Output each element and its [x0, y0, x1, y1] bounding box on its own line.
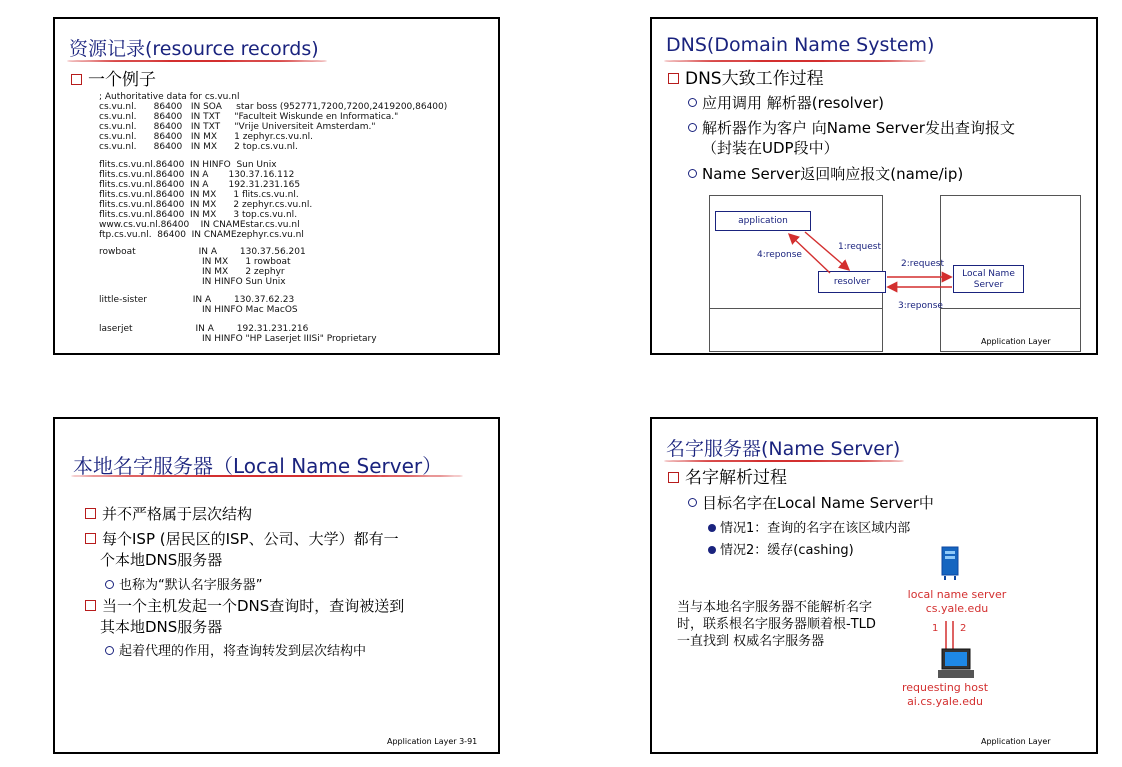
sub-bullet: 解析器作为客户 向Name Server发出查询报文 — [688, 117, 1015, 138]
title-underline — [67, 60, 327, 62]
desktop-computer-icon — [934, 647, 978, 681]
sub-bullet-cont: （封装在UDP段中） — [702, 139, 839, 157]
arrow-2-label: 2 — [960, 623, 967, 634]
case-item: 情况2：缓存(cashing) — [708, 539, 854, 558]
slide-name-server — [650, 417, 1098, 754]
bullet: 名字解析过程 — [668, 463, 787, 488]
server-host: cs.yale.edu — [925, 602, 989, 615]
server-tower-icon — [938, 545, 966, 585]
explanation-text: 当与本地名字服务器不能解析名字时，联系根名字服务器顺着根-TLD 一直找到 权威名字服务器 — [677, 600, 876, 649]
circle-bullet-icon — [688, 498, 697, 507]
sub-bullet: 应用调用 解析器(resolver) — [688, 92, 884, 113]
circle-bullet-icon — [105, 580, 114, 589]
title-underline — [71, 475, 463, 477]
title-underline — [664, 460, 904, 462]
bullet-cont: 其本地DNS服务器 — [100, 618, 223, 636]
dns-records-block: rowboat IN A 130.37.56.201 IN MX 1 rowboat IN MX 2 zephyr IN HINFO Sun Unix — [99, 247, 306, 287]
bullet: 每个ISP (居民区的ISP、公司、大学）都有一 — [85, 528, 399, 549]
slide-footer: Application Layer 3-91 — [387, 737, 478, 746]
request-1-label: 1:request — [838, 242, 881, 252]
square-bullet-icon — [668, 472, 679, 483]
sub-bullet: 目标名字在Local Name Server中 — [688, 492, 934, 513]
bullet: 当一个主机发起一个DNS查询时，查询被送到 — [85, 595, 404, 616]
response-3-label: 3:reponse — [898, 301, 943, 311]
slide-resource-records — [53, 17, 500, 355]
response-4-label: 4:reponse — [757, 250, 802, 260]
dns-flow-arrows — [652, 19, 1098, 355]
square-bullet-icon — [85, 533, 96, 544]
request-2-label: 2:request — [901, 259, 944, 269]
slide-title: 名字服务器(Name Server) — [666, 438, 901, 460]
server-label: local name server — [907, 588, 1007, 601]
sub-bullet: Name Server返回响应报文(name/ip) — [688, 163, 963, 184]
sub-bullet: 起着代理的作用，将查询转发到层次结构中 — [105, 640, 366, 659]
slide-dns — [650, 17, 1098, 355]
host-label: requesting host — [901, 681, 989, 694]
bullet-cont: 个本地DNS服务器 — [100, 551, 223, 569]
slide-local-name-server — [53, 417, 500, 754]
slide-title: 资源记录(resource records) — [69, 38, 319, 60]
bullet: 并不严格属于层次结构 — [85, 503, 252, 524]
dot-bullet-icon — [708, 546, 716, 554]
sub-bullet: 也称为“默认名字服务器” — [105, 574, 262, 593]
dot-bullet-icon — [708, 524, 716, 532]
resolver-box: resolver — [818, 271, 886, 293]
case-item: 情况1：查询的名字在该区域内部 — [708, 517, 910, 536]
slide-footer: Application Layer — [981, 737, 1051, 746]
square-bullet-icon — [85, 600, 96, 611]
square-bullet-icon — [71, 74, 82, 85]
circle-bullet-icon — [105, 646, 114, 655]
dns-records-block: flits.cs.vu.nl.86400 IN HINFO Sun Unix flits.cs.vu.nl.86400 IN A 130.37.16.112 flits.cs.vu.nl.86400 IN A 192.31.231.165 flits.cs.vu.nl.86400 IN MX 1 flits.cs.vu.nl. flits.cs.vu.nl.86400 IN MX 2 zephyr.cs.vu.nl. flits.cs.vu.nl.86400 IN MX 3 top.cs.vu.nl. www.cs.vu.nl.86400 IN CNAMEstar.cs.vu.nl ftp.cs.vu.nl. 86400 IN CNAMEzephyr.cs.vu.nl — [99, 160, 313, 240]
slide-footer: Application Layer — [981, 337, 1051, 346]
dns-records-block: little-sister IN A 130.37.62.23 IN HINFO Mac MacOS — [99, 295, 298, 315]
bullet: 一个例子 — [71, 65, 156, 90]
slide-title: 本地名字服务器（Local Name Server） — [73, 454, 443, 478]
host-name: ai.cs.yale.edu — [907, 695, 983, 708]
bullet: DNS大致工作过程 — [668, 64, 824, 89]
square-bullet-icon — [85, 508, 96, 519]
arrow-1-label: 1 — [932, 623, 939, 634]
dns-records-block: ; Authoritative data for cs.vu.nl cs.vu.nl. 86400 IN SOA star boss (952771,7200,7200,2419200,86400) cs.vu.nl. 86400 IN TXT "Faculteit Wiskunde en Informatica." cs.vu.nl. 86400 IN TXT "Vrije Universiteit Amsterdam." cs.vu.nl. 86400 IN MX 1 zephyr.cs.vu.nl. cs.vu.nl. 86400 IN MX 2 top.cs.vu.nl. — [99, 92, 448, 152]
local-name-server-box: Local Name Server — [953, 265, 1024, 293]
application-box: application — [715, 211, 811, 231]
slide-title: DNS(Domain Name System) — [666, 34, 935, 56]
dns-records-block: laserjet IN A 192.31.231.216 IN HINFO "HP Laserjet IIISi" Proprietary — [99, 324, 377, 344]
